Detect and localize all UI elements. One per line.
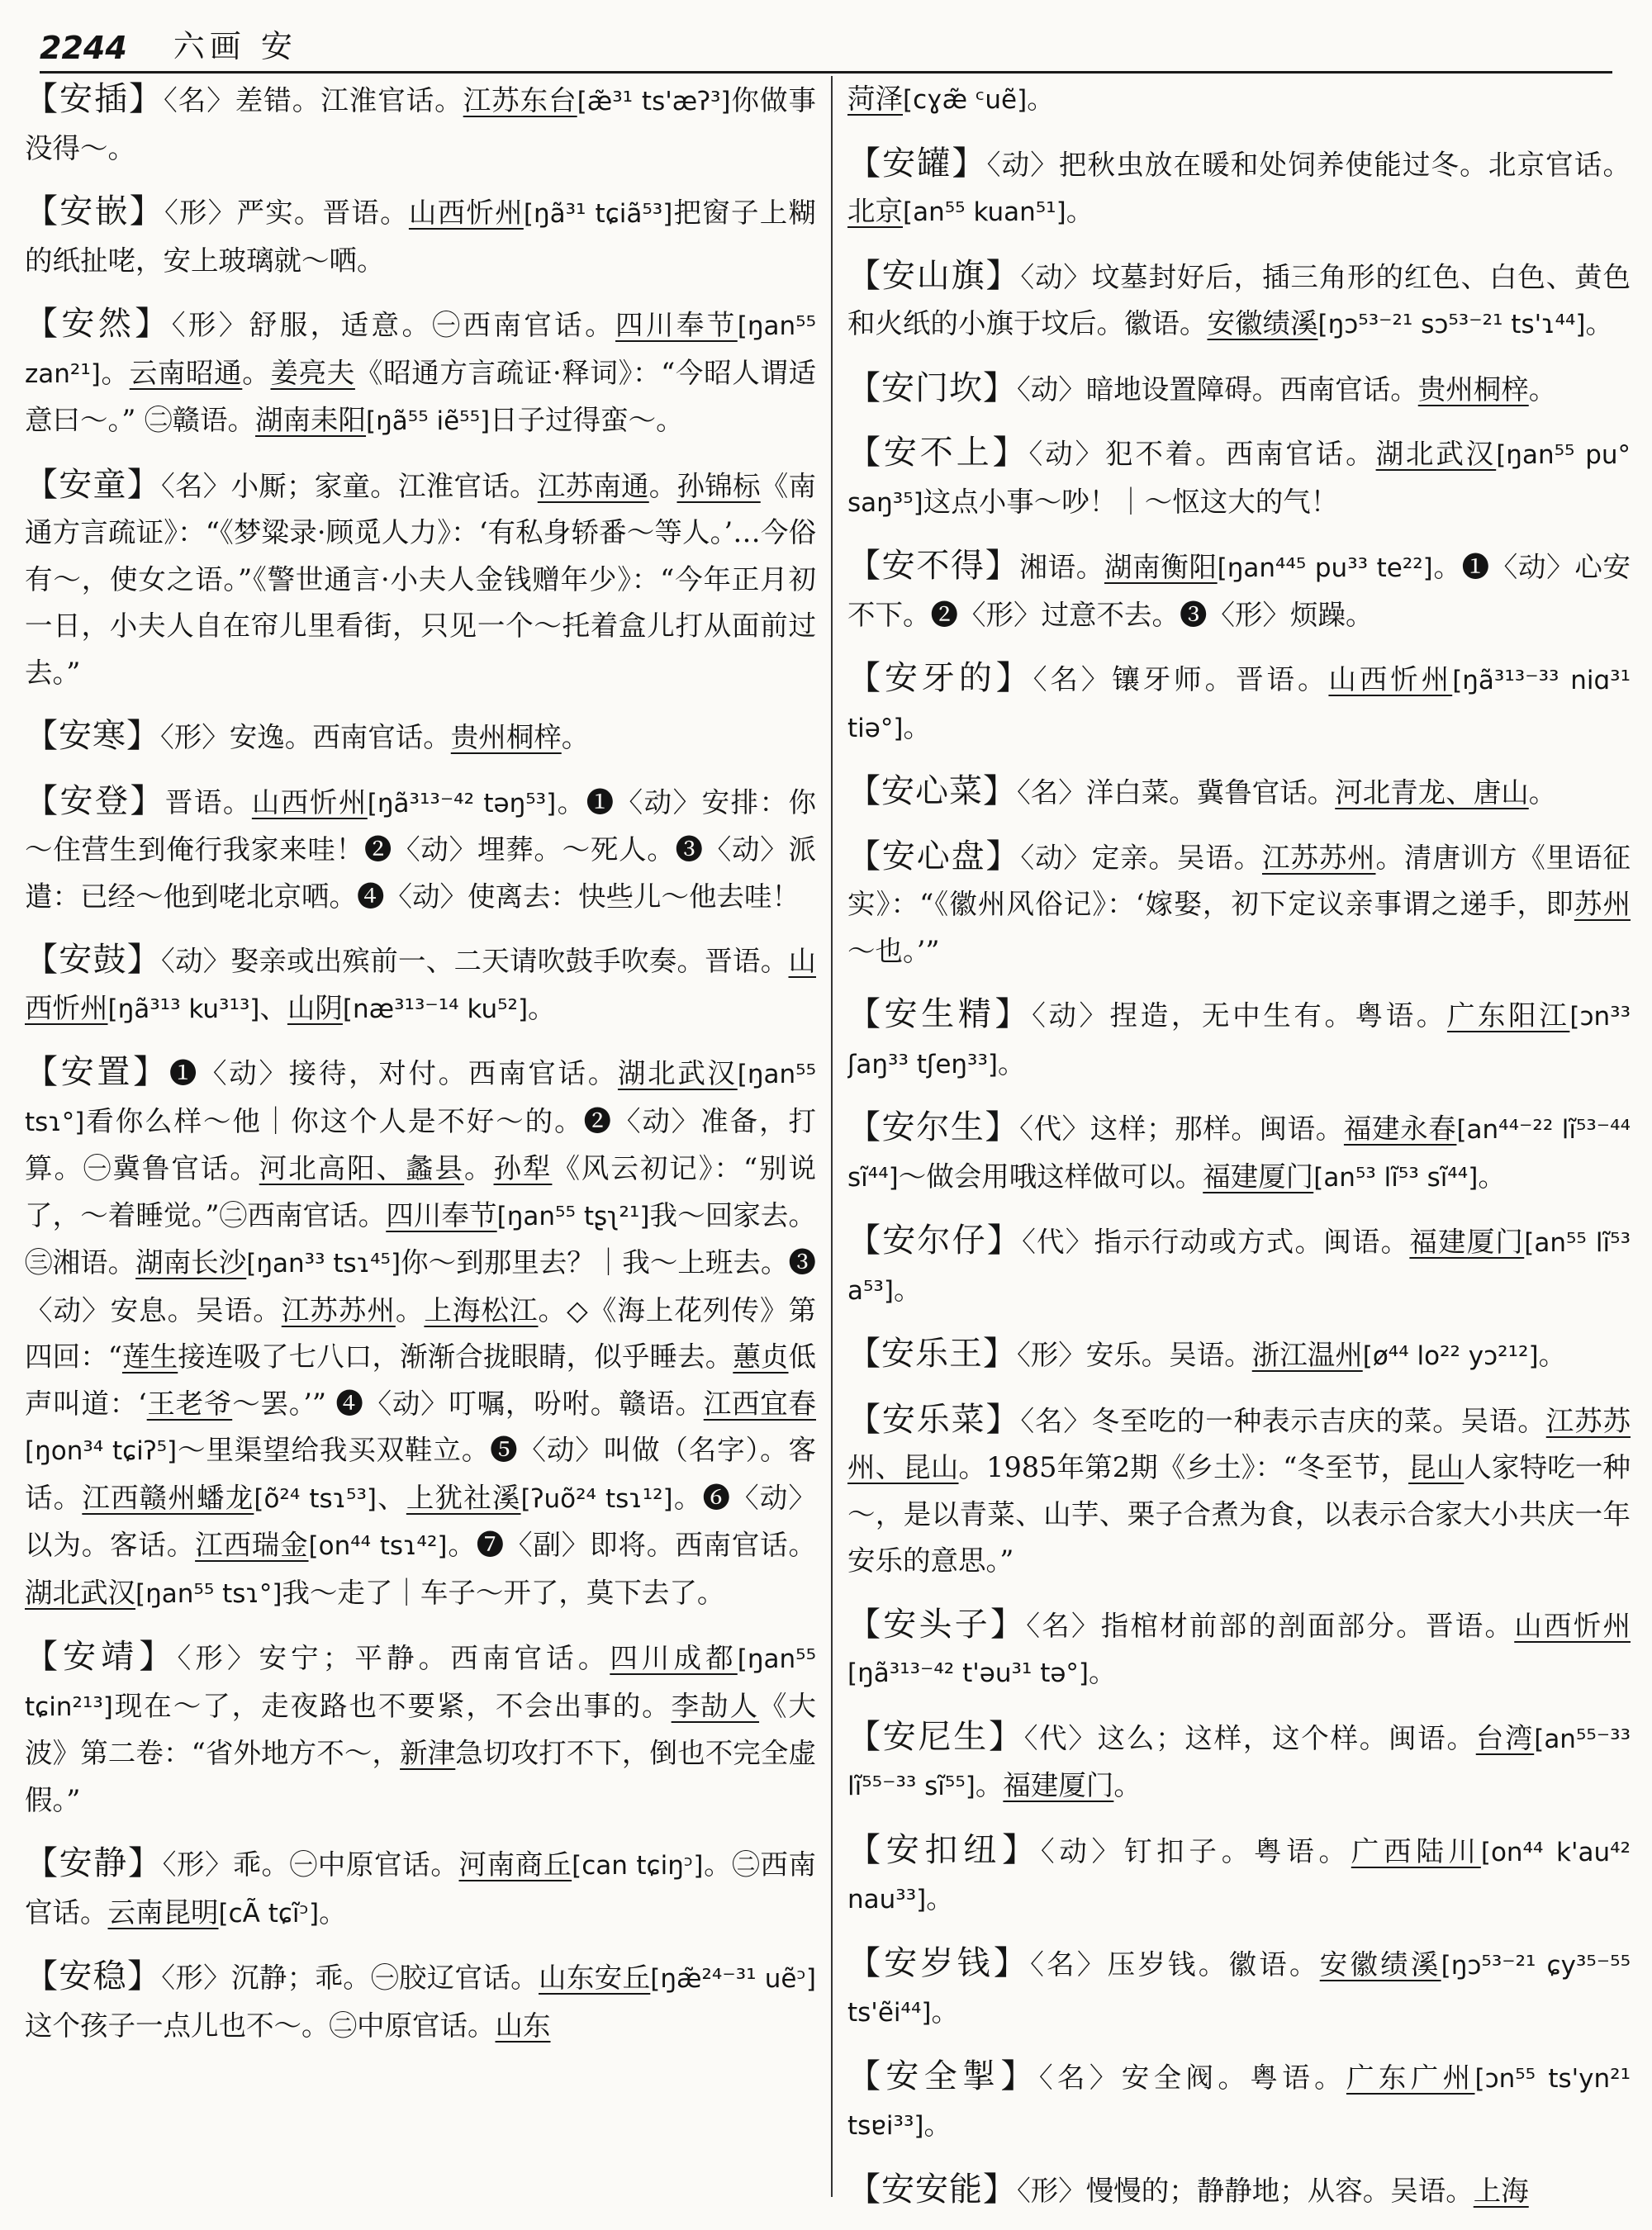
place-or-name: 山阴 (287, 991, 343, 1024)
dictionary-entry (25, 713, 816, 762)
definition-text: 。 (1528, 776, 1557, 809)
definition-text: 这点小事～吵！｜～怄这大的气！ (923, 485, 1339, 518)
headword: 【安生精】 (847, 995, 1032, 1033)
place-or-name: 福建厦门 (1203, 1160, 1314, 1193)
definition-text: 〈动〉犯不着。西南官话。 (1028, 438, 1376, 470)
right-column (847, 76, 1631, 2217)
headword: 【安鼓】 (25, 941, 161, 979)
pronunciation: [ɔn⁵⁵ ts'yn²¹ tsɐi³³] (847, 2063, 1631, 2141)
definition-text: 〈名〉指棺材前部的剖面部分。晋语。 (1026, 1609, 1515, 1642)
definition-text: 。 (1027, 83, 1055, 115)
headword: 【安岁钱】 (847, 1943, 1031, 1982)
pronunciation: [ŋan⁵⁵ tsɿ°] (25, 1060, 816, 1137)
column-divider (831, 76, 833, 2197)
definition-text: 〈代〉这么；这样，这个样。闽语。 (1023, 1721, 1476, 1754)
place-or-name: 孙犁 (493, 1152, 553, 1184)
definition-text: 〈动〉定亲。吴语。 (1020, 841, 1262, 874)
definition-text: 。 (464, 1152, 494, 1184)
definition-text: 《大波》第二卷：“省外地方不～， (25, 1689, 816, 1769)
place-or-name: 江苏苏州 (1262, 841, 1376, 874)
definition-text: 〈形〉慢慢的；静静地；从容。吴语。 (1017, 2174, 1474, 2207)
place-or-name: 河南商丘 (458, 1848, 572, 1881)
headword: 【安嵌】 (25, 192, 164, 230)
headword: 【安置】 (25, 1053, 169, 1091)
definition-text: 。 (1066, 195, 1094, 227)
definition-text: ～也。’” (847, 934, 940, 967)
pronunciation: [ŋã³¹³ ku³¹³] (107, 994, 260, 1024)
pronunciation: [an⁵³ lĩ⁵³ sĩ⁴⁴] (1313, 1162, 1479, 1193)
definition-text: 〈名〉镶牙师。晋语。 (1032, 663, 1329, 695)
definition-text: 。 (975, 1769, 1004, 1801)
place-or-name: 安徽绩溪 (1319, 1948, 1441, 1981)
headword: 【安尔生】 (847, 1108, 1020, 1146)
dictionary-entry (847, 2053, 1631, 2150)
place-or-name: 蕙贞 (733, 1340, 789, 1373)
definition-text: 你做事没得～。 (25, 84, 816, 164)
place-or-name: 江苏苏州 (281, 1293, 396, 1326)
pronunciation: [ŋan⁵⁵ tsɿ°] (135, 1578, 282, 1609)
definition-text: 〈名〉安全阀。粤语。 (1038, 2061, 1346, 2094)
dictionary-entry (25, 462, 816, 697)
definition-text: 。清唐训方《里语征实》：“《徽州风俗记》：‘嫁娶，初下定议亲事谓之递手，即 (847, 841, 1631, 920)
definition-text: 、 (259, 991, 287, 1024)
headword: 【安尔仔】 (847, 1222, 1023, 1260)
definition-text: 看你么样～他｜你这个人是不好～的。❷〈动〉准备，打算。㊀冀鲁官话。 (25, 1104, 816, 1184)
definition-text: 湘语。 (1019, 551, 1104, 583)
definition-text: ❶〈动〉接待，对付。西南官话。 (169, 1057, 618, 1089)
dictionary-entry (25, 1049, 816, 1617)
definition-text: 。 (319, 1896, 347, 1929)
definition-text: 晋语。 (164, 785, 252, 818)
place-or-name: 四川奉节 (615, 309, 738, 341)
dictionary-entry (25, 188, 816, 284)
dictionary-entry (847, 543, 1631, 638)
dictionary-entry (847, 140, 1631, 236)
place-or-name: 山西忻州 (25, 945, 816, 1024)
headword: 【安头子】 (847, 1605, 1027, 1644)
pronunciation: [ŋɔ⁵³⁻²¹ sɔ⁵³⁻²¹ ts'ɿ⁴⁴] (1317, 310, 1586, 339)
headword: 【安登】 (25, 781, 165, 820)
definition-text: 。 (561, 721, 590, 753)
pronunciation: [ŋan⁵⁵ tʂʅ²¹] (496, 1201, 650, 1231)
place-or-name: 广西陆川 (1351, 1834, 1481, 1867)
definition-text: 。 (100, 356, 130, 389)
headword: 【安插】 (25, 80, 164, 118)
definition-text: 我～走了｜车子～开了，莫下去了。 (282, 1576, 725, 1609)
definition-text: ～罢。’” ❹〈动〉叮嘱，吩咐。赣语。 (232, 1387, 704, 1420)
dictionary-entry (847, 1331, 1631, 1380)
definition-text: 〈动〉暗地设置障碍。西南官话。 (1017, 372, 1418, 406)
place-or-name: 福建厦门 (1003, 1769, 1114, 1801)
place-or-name: 云南昆明 (107, 1896, 219, 1929)
place-or-name: 江西宜春 (703, 1387, 816, 1420)
place-or-name: 山西忻州 (1328, 663, 1453, 695)
definition-text: 《昭通方言疏证·释词》：“今昭人谓适意曰～。” ㊁赣语。 (25, 356, 816, 436)
dictionary-entry (847, 1217, 1631, 1314)
definition-text: 〈名〉冬至吃的一种表示吉庆的菜。吴语。 (1020, 1404, 1546, 1437)
place-or-name: 江西赣州蟠龙 (82, 1481, 254, 1514)
left-column (25, 76, 816, 2217)
pronunciation: [ŋan⁴⁴⁵ pu³³ te²²] (1217, 553, 1433, 583)
definition-text: 。 (1585, 307, 1614, 339)
definition-text: 《风云初记》：“别说了，～着睡觉。”㊁西南官话。 (25, 1152, 816, 1231)
place-or-name: 山西忻州 (1514, 1609, 1631, 1642)
place-or-name: 昆山 (1408, 1451, 1464, 1483)
definition-text: 。 (1478, 1160, 1506, 1193)
place-or-name: 江西瑞金 (195, 1529, 309, 1561)
place-or-name: 浙江温州 (1251, 1339, 1363, 1371)
headword: 【安罐】 (847, 144, 987, 183)
definition-text: 这个孩子一点儿也不～。㊁中原官话。 (25, 2009, 496, 2042)
place-or-name: 李劼人 (671, 1689, 760, 1722)
headword: 【安童】 (25, 465, 161, 504)
definition-text: 〈形〉安乐。吴语。 (1017, 1339, 1252, 1371)
definition-text: 〈形〉乖。㊀中原官话。 (162, 1848, 459, 1881)
definition-text: 《南通方言疏证》：“《梦粱录·顾觅人力》：‘有私身轿番～等人。’…今俗有～，使女之语。”《警世通言·小夫人金钱赠年少》：“今年正月初一日，小夫人自在帘儿里看街，只见一个～托着盒儿打从面前过去。” (25, 469, 816, 689)
headword: 【安乐菜】 (847, 1400, 1021, 1439)
definition-text: ～做会用哦这样做可以。 (898, 1160, 1203, 1193)
place-or-name: 台湾 (1475, 1721, 1535, 1754)
definition-text: ～里渠望给我买双鞋立。❺〈动〉叫做（名字）。客话。 (25, 1434, 816, 1514)
definition-text: 〈形〉严实。晋语。 (164, 197, 409, 229)
dictionary-entry (847, 991, 1631, 1088)
place-or-name: 福建厦门 (1409, 1226, 1525, 1258)
headword: 【安靖】 (25, 1638, 178, 1676)
dictionary-entry (25, 301, 816, 445)
headword: 【安尼生】 (847, 1717, 1024, 1756)
place-or-name: 安徽绩溪 (1207, 307, 1318, 339)
definition-text: 。㊁西南官话。 (25, 1848, 816, 1929)
headword: 【安不得】 (847, 547, 1020, 585)
place-or-name: 孙锦标 (676, 469, 761, 502)
pronunciation: [ŋon³⁴ tɕiʔ⁵] (25, 1436, 178, 1466)
definition-text: 〈名〉压岁钱。徽语。 (1030, 1948, 1320, 1981)
headword: 【安心菜】 (847, 772, 1017, 810)
place-or-name: 王老爷 (146, 1387, 233, 1420)
definition-text: 。 (931, 1995, 959, 2028)
place-or-name: 江苏南通 (537, 469, 649, 502)
headword: 【安全掣】 (847, 2057, 1039, 2095)
headword: 【安门坎】 (847, 368, 1017, 407)
definition-text: 接连吸了七八口，渐渐合拢眼睛，似乎睡去。 (178, 1340, 733, 1373)
pronunciation: [õ²⁴ tsɿ⁵³] (254, 1483, 377, 1514)
pronunciation: [næ³¹³⁻¹⁴ ku⁵²] (342, 994, 529, 1024)
pronunciation: [ᴄɣæ̃ ᶜuẽ] (903, 85, 1028, 115)
headword: 【安牙的】 (847, 659, 1033, 697)
pronunciation: [ŋan³³ tsɿ⁴⁵] (246, 1249, 401, 1279)
pronunciation: [ʔuõ²⁴ tsɿ¹²] (520, 1483, 673, 1514)
definition-text: 把窗子上糊的纸扯咾，安上玻璃就～哂。 (25, 197, 816, 277)
place-or-name: 江苏苏州、昆山 (847, 1404, 1631, 1483)
place-or-name: 云南昭通 (129, 356, 243, 389)
place-or-name: 河北青龙、唐山 (1335, 776, 1529, 809)
headword: 【安稳】 (25, 1957, 162, 1995)
definition-text: 〈名〉小厮；家童。江淮官话。 (161, 469, 538, 502)
headword: 【安心盘】 (847, 837, 1021, 875)
pronunciation: [ø⁴⁴ lo²² yɔ²¹²] (1362, 1341, 1539, 1371)
definition-text: 。1985年第2期《乡土》：“冬至节， (958, 1451, 1409, 1483)
dictionary-entry (847, 1601, 1631, 1697)
dictionary-entry (25, 1953, 816, 2049)
headword: 【安山旗】 (847, 256, 1021, 295)
definition-text: 人家特吃一种～，是以青菜、山芋、栗子合煮为食，以表示合家大小共庆一年安乐的意思。” (847, 1451, 1631, 1577)
place-or-name: 莲生 (121, 1340, 178, 1373)
place-or-name: 山西忻州 (251, 785, 368, 818)
place-or-name: 姜亮夫 (270, 356, 355, 389)
definition-text: 。 (893, 1273, 922, 1306)
pronunciation: [ŋã³¹³⁻⁴² təŋ⁵³] (367, 788, 557, 818)
pronunciation: [on⁴⁴ k'au⁴² nau³³] (847, 1837, 1631, 1914)
definition-text: 。 (926, 1882, 954, 1914)
pronunciation: [ŋæ̃²⁴⁻³¹ uẽᵓ] (650, 1964, 816, 1994)
definition-text: 。❻〈动〉以为。客话。 (25, 1481, 816, 1561)
place-or-name: 北京 (847, 195, 903, 227)
place-or-name: 上海松江 (424, 1293, 539, 1326)
place-or-name: 山东安丘 (539, 1962, 651, 1994)
place-or-name: 湖北武汉 (1375, 438, 1497, 470)
headword: 【安然】 (25, 305, 172, 343)
pronunciation: [ŋã³¹³⁻³³ niɑ³¹ tiə°] (847, 666, 1631, 743)
pronunciation: [ᴄan tɕiŋᵓ] (572, 1851, 704, 1881)
pronunciation: [an⁵⁵ lĩ⁵³ a⁵³] (847, 1228, 1631, 1306)
definition-text: 。 (903, 710, 931, 743)
place-or-name: 湖北武汉 (617, 1057, 738, 1089)
place-or-name: 新津 (400, 1737, 456, 1769)
headword: 【安寒】 (25, 717, 160, 755)
dictionary-entry (25, 76, 816, 172)
pronunciation: [an⁴⁴⁻²² lĩ⁵³⁻⁴⁴ sĩ⁴⁴] (847, 1115, 1631, 1193)
definition-text: 〈动〉娶亲或出殡前一、二天请吹鼓手吹奏。晋语。 (161, 945, 789, 977)
dictionary-entry (847, 655, 1631, 752)
headword: 【安乐王】 (847, 1335, 1017, 1373)
place-or-name: 广东广州 (1346, 2061, 1475, 2094)
dictionary-entry (847, 2166, 1631, 2215)
dictionary-entry (847, 76, 1631, 124)
definition-text: 、 (377, 1481, 406, 1514)
place-or-name: 广东阳江 (1446, 999, 1570, 1032)
place-or-name: 上犹社溪 (406, 1481, 521, 1514)
definition-text: 日子过得蛮～。 (490, 404, 684, 436)
dictionary-entry (25, 937, 816, 1032)
dictionary-entry (847, 429, 1631, 526)
headword: 【安不上】 (847, 434, 1029, 472)
definition-text: 〈形〉舒服，适意。㊀西南官话。 (171, 309, 616, 341)
headword: 【安静】 (25, 1844, 163, 1882)
pronunciation: [on⁴⁴ tsɿ⁴²] (308, 1531, 448, 1561)
definition-text: 〈名〉洋白菜。冀鲁官话。 (1017, 776, 1336, 809)
definition-text: 〈形〉安逸。西南官话。 (160, 721, 451, 753)
place-or-name: 山东 (495, 2009, 551, 2042)
place-or-name: 湖南衡阳 (1104, 551, 1218, 583)
definition-text: 。❼〈副〉即将。西南官话。 (447, 1529, 816, 1561)
pronunciation: [ŋã³¹³⁻⁴² t'əu³¹ tə°] (847, 1658, 1089, 1688)
definition-text: 〈动〉坟墓封好后，插三角形的红色、白色、黄色和火纸的小旗于坟后。徽语。 (847, 260, 1631, 339)
place-or-name: 湖北武汉 (25, 1576, 135, 1609)
definition-text: 。 (242, 356, 271, 389)
definition-text: 你～到那里去？｜我～上班去。❸〈动〉安息。吴语。 (25, 1246, 816, 1326)
definition-text: 〈形〉沉静；乖。㊀胶辽官话。 (161, 1962, 539, 1994)
definition-text: 。❶〈动〉安排：你～住营生到俺行我家来哇！❷〈动〉埋葬。～死人。❸〈动〉派遣：已经～他到咾北京哂。❹〈动〉使离去：快些儿～他去哇！ (25, 785, 816, 913)
headword: 【安安能】 (847, 2170, 1017, 2209)
definition-text: 。 (395, 1293, 425, 1326)
place-or-name: 菏泽 (847, 83, 903, 115)
pronunciation: [æ̃³¹ ts'æʔ³] (577, 87, 731, 116)
definition-text: 〈动〉捏造，无中生有。粤语。 (1032, 999, 1447, 1032)
dictionary-entry (25, 1840, 816, 1937)
dictionary-entry (25, 1634, 816, 1824)
place-or-name: 湖南长沙 (135, 1246, 247, 1279)
dictionary-entry (847, 1397, 1631, 1585)
place-or-name: 上海 (1473, 2174, 1529, 2207)
definition-text: 。 (1113, 1769, 1142, 1801)
dictionary-entry (847, 1827, 1631, 1924)
page-number: 2244 (40, 30, 127, 66)
definition-text: 〈代〉指示行动或方式。闽语。 (1022, 1226, 1410, 1258)
definition-text: 低声叫道：‘ (25, 1340, 816, 1420)
definition-text: 〈名〉差错。江淮官话。 (163, 84, 463, 116)
dictionary-entry (847, 1940, 1631, 2037)
dictionary-entry (847, 365, 1631, 414)
dictionary-entry (847, 1714, 1631, 1810)
running-title: 六画 安 (173, 28, 297, 64)
dictionary-entry (847, 833, 1631, 975)
pronunciation: [ŋan⁵⁵ tɕin²¹³] (25, 1644, 816, 1722)
dictionary-entry (847, 1104, 1631, 1201)
definition-text: 急切攻打不下，倒也不完全虚假。” (25, 1737, 816, 1816)
place-or-name: 江苏东台 (463, 84, 577, 116)
definition-text: 。 (528, 991, 556, 1024)
pronunciation: [ŋan⁵⁵ zan²¹] (25, 311, 816, 389)
definition-text: 。◇《海上花列传》第四回：“ (25, 1293, 816, 1373)
pronunciation: [ŋɔ⁵³⁻²¹ ɕy³⁵⁻⁵⁵ ts'ẽi⁴⁴] (847, 1950, 1631, 2028)
definition-text: 。❶〈动〉心安不下。❷〈形〉过意不去。❸〈形〉烦躁。 (847, 551, 1631, 631)
place-or-name: 苏州 (1574, 888, 1631, 920)
place-or-name: 河北高阳、蠡县 (259, 1152, 465, 1184)
definition-text: 〈代〉这样；那样。闽语。 (1019, 1113, 1344, 1145)
pronunciation: [ɔn³³ ʃaŋ³³ tʃeŋ³³] (847, 1002, 1631, 1079)
pronunciation: [an⁵⁵ kuan⁵¹] (903, 197, 1066, 227)
definition-text: 现在～了，走夜路也不要紧，不会出事的。 (112, 1689, 672, 1722)
place-or-name: 四川奉节 (386, 1198, 497, 1231)
place-or-name: 贵州桐梓 (1417, 372, 1529, 406)
place-or-name: 福建永春 (1343, 1113, 1457, 1145)
pronunciation: [ŋan⁵⁵ pu° saŋ³⁵] (847, 440, 1631, 518)
pronunciation: [an⁵⁵⁻³³ lĩ⁵⁵⁻³³ sĩ⁵⁵] (847, 1724, 1631, 1801)
definition-text: 〈形〉安宁；平静。西南官话。 (177, 1642, 610, 1674)
definition-text: 。 (1538, 1339, 1567, 1371)
definition-text: 。 (1528, 372, 1557, 406)
dictionary-entry (25, 778, 816, 921)
place-or-name: 贵州桐梓 (450, 721, 562, 753)
page-header (40, 18, 1612, 74)
pronunciation: [ᴄÃ tɕĩᵓ] (218, 1898, 320, 1929)
definition-text: 〈动〉钉扣子。粤语。 (1040, 1834, 1351, 1867)
place-or-name: 四川成都 (610, 1642, 738, 1674)
definition-text: 〈动〉把秋虫放在暖和处饲养使能过冬。北京官话。 (986, 148, 1631, 181)
definition-text: 。 (998, 1046, 1026, 1079)
place-or-name: 山西忻州 (408, 197, 524, 229)
definition-text: 我～回家去。㊂湘语。 (25, 1198, 816, 1279)
definition-text: 。 (648, 469, 677, 502)
pronunciation: [ŋã⁵⁵ iẽ⁵⁵] (366, 406, 491, 436)
definition-text: 。 (923, 2109, 952, 2141)
headword: 【安扣纽】 (847, 1830, 1041, 1869)
dictionary-entry (847, 768, 1631, 817)
pronunciation: [ŋã³¹ tɕiã⁵³] (523, 199, 673, 229)
dictionary-entry (847, 253, 1631, 349)
place-or-name: 湖南耒阳 (255, 404, 367, 436)
definition-text: 。 (1089, 1656, 1117, 1688)
